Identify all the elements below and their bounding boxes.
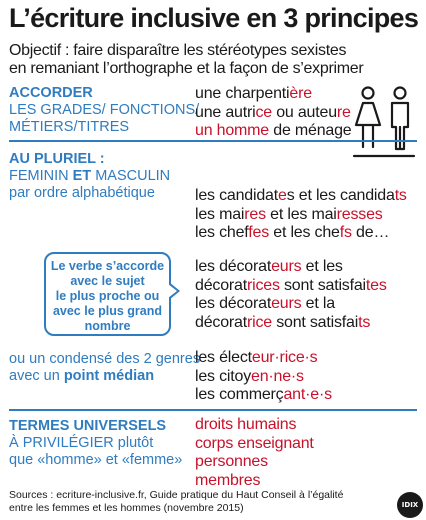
section3-sub-1: À PRIVILÉGIER plutôt [9,435,154,451]
text-segment: sont satisfai [271,313,359,331]
example-line [195,386,332,405]
median-examples [195,349,332,405]
section-divider-2 [9,409,417,411]
text-segment: les chef [195,224,249,241]
highlight-segment: fes [248,224,270,241]
highlight-segment: en·ne·s [251,367,304,385]
section1-examples [195,85,352,141]
example-line [195,122,352,141]
text-segment: les candidat [195,187,278,204]
text-segment: une charpenti [195,85,290,102]
example-line [195,224,407,243]
example-line [195,187,407,206]
example-line [195,295,387,314]
highlight-segment: ce [255,103,272,121]
median-line-1: ou un condensé des 2 genres [9,351,201,367]
section2-sub-1 [9,168,170,185]
text-segment: sont satisfai [279,276,366,294]
sources-line-1: Sources : ecriture-inclusive.fr, Guide pratique du Haut Conseil à l’égalité [9,489,344,501]
section3-block [9,418,182,469]
section2-heading: AU PLURIEL : [9,151,105,167]
example-line [195,206,407,225]
section1-sub-2: MÉTIERS/TITRES [9,119,130,135]
section3-heading: TERMES UNIVERSELS [9,418,167,434]
bubble-text [46,259,169,334]
text-segment: et les mai [265,205,337,223]
median-point-label: point médian [63,368,155,384]
section1-heading: ACCORDER [9,85,93,101]
list-line: nombre [84,319,131,333]
highlight-segment: re [336,103,351,121]
median-line-2 [9,368,200,385]
median-prefix: avec un [9,368,64,384]
text-segment: décorat [195,276,247,294]
subtitle-line-2: en remaniant l’orthographe et la façon de s’exprimer [9,60,364,77]
highlight-segment: resses [336,205,383,223]
section3-sub-2: que «homme» et «femme» [9,452,183,468]
text-segment: les mai [195,205,245,223]
agreement-examples [195,258,387,332]
highlight-segment: rices [246,276,280,294]
text-segment: décorat [195,313,247,331]
woman-man-icon [352,86,416,164]
example-line [195,258,387,277]
highlight-segment: eurs [271,295,302,312]
bubble-tail-inner [168,284,177,298]
highlight-segment: e [278,187,287,204]
sources-line-2: entre les femmes et les hommes (novembre 2015) [9,502,244,514]
subtitle-line-1: Objectif : faire disparaître les stéréotypes sexistes [9,42,347,59]
text-segment: et les [301,258,343,275]
highlight-segment: res [244,205,266,223]
section2-sub-et: ET [72,168,92,184]
example-line [195,277,387,296]
text-segment: les décorat [195,258,272,275]
verb-agreement-bubble [44,252,171,336]
highlight-segment: ts [394,187,407,204]
universal-terms [195,416,314,490]
highlight-segment: tes [365,276,387,294]
text-segment: les commerç [195,386,284,403]
text-segment: de ménage [269,122,352,139]
text-segment: une autri [195,103,256,121]
median-block [9,351,200,385]
publisher-logo: IDIX [397,492,423,518]
highlight-segment: eur·rice·s [251,349,318,366]
text-segment: et la [301,295,335,312]
text-segment: les citoy [195,367,251,385]
text-segment: les décorat [195,295,272,312]
section2-sub-feminin: FEMININ [9,168,73,184]
list-line: avec le plus grand [52,304,163,318]
plural-examples [195,187,407,243]
text-segment: ou auteu [271,103,337,121]
highlight-segment: ère [289,85,312,102]
section2-sub-2: par ordre alphabétique [9,185,155,201]
text-segment: les élect [195,349,252,366]
text-segment: de… [351,224,390,241]
subtitle [9,42,363,78]
example-line [195,104,352,123]
section2-block [9,151,170,202]
highlight-segment: rice [246,313,272,331]
section2-sub-masculin: MASCULIN [91,168,171,184]
text-segment: et les che [269,224,340,241]
example-line [195,85,352,104]
highlight-segment: fs [339,224,352,241]
example-line [195,368,332,387]
example-line [195,314,387,333]
section1-block [9,85,199,136]
section-divider-1 [9,140,417,142]
highlight-segment: eurs [271,258,302,275]
list-line: le plus proche ou [55,289,160,303]
list-line: corps enseignant [195,434,314,452]
sources-note [9,489,343,515]
list-line: personnes [195,453,268,470]
page-title: L’écriture inclusive en 3 principes [9,3,419,33]
list-line: avec le sujet [70,274,145,288]
highlight-segment: un homme [195,122,269,139]
text-segment: s et les candida [286,187,395,204]
highlight-segment: ant·e·s [283,386,332,403]
list-line: membres [195,471,261,489]
highlight-segment: ts [358,313,371,331]
list-line: Le verbe s’accorde [50,259,165,273]
list-line: droits humains [195,416,297,433]
example-line [195,349,332,368]
section1-sub-1: LES GRADES/ FONCTIONS/ [9,102,200,118]
